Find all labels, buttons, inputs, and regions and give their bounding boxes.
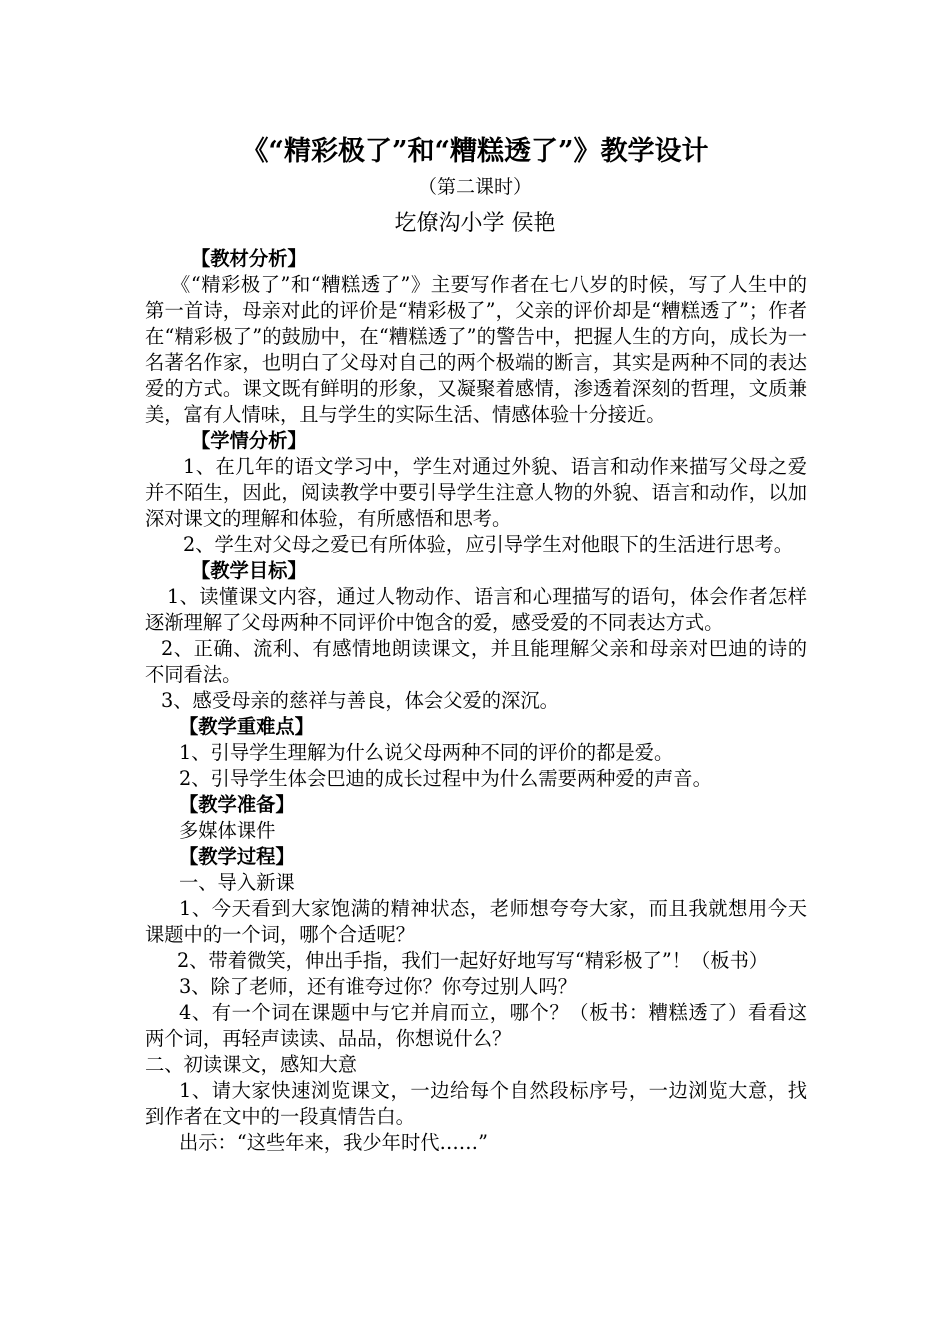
paragraph-key-1: 1、引导学生理解为什么说父母两种不同的评价的都是爱。	[179, 741, 674, 764]
paragraph-step-2-show: 出示：“这些年来，我少年时代……”	[179, 1131, 488, 1154]
paragraph-analysis: 《“精彩极了”和“糟糕透了”》主要写作者在七八岁的时候，写了人生中的第一首诗，母亲对此的评价是“精彩极了”，父亲的评价却是“糟糕透了”；作者在“精彩极了”的鼓励中，在“糟糕透了”的警告中，把握人生的方向，成长为一名著名作家，也明白了父母对自己的两个极端的断言，其实是两种不同的表达爱的方式。课文既有鲜明的形象，又凝聚着感情，渗透着深刻的哲理，文质兼美，富有人情味，且与学生的实际生活、情感体验十分接近。	[145, 273, 807, 426]
paragraph-step-1-1: 1、今天看到大家饱满的精神状态，老师想夸夸大家，而且我就想用今天课题中的一个词，哪个合适呢？	[145, 897, 807, 946]
paragraph-preparation: 多媒体课件	[179, 819, 276, 842]
step-1-title: 一、导入新课	[179, 871, 295, 894]
section-heading-learner: 【学情分析】	[191, 429, 307, 452]
lesson-subtitle: （第二课时）	[417, 176, 532, 198]
paragraph-goal-2: 2、正确、流利、有感情地朗读课文，并且能理解父亲和母亲对巴迪的诗的不同看法。	[145, 637, 807, 686]
paragraph-step-1-3: 3、除了老师，还有谁夸过你？你夸过别人吗？	[179, 975, 577, 998]
step-2-title: 二、初读课文，感知大意	[145, 1053, 358, 1076]
paragraph-learner-2: 2、学生对父母之爱已有所体验，应引导学生对他眼下的生活进行思考。	[183, 533, 793, 556]
paragraph-step-2-1: 1、请大家快速浏览课文，一边给每个自然段标序号，一边浏览大意，找到作者在文中的一段真情告白。	[145, 1079, 807, 1128]
paragraph-goal-3: 3、感受母亲的慈祥与善良，体会父爱的深沉。	[161, 689, 559, 712]
paragraph-step-1-2: 2、带着微笑，伸出手指，我们一起好好地写写“精彩极了”！（板书）	[177, 949, 769, 972]
paragraph-step-1-4: 4、有一个词在课题中与它并肩而立，哪个？（板书：糟糕透了）看看这两个词，再轻声读读、品品，你想说什么？	[145, 1001, 807, 1050]
section-heading-preparation: 【教学准备】	[179, 793, 295, 816]
section-heading-key-points: 【教学重难点】	[179, 715, 314, 738]
section-heading-analysis: 【教材分析】	[191, 247, 307, 270]
paragraph-goal-1: 1、读懂课文内容，通过人物动作、语言和心理描写的语句，体会作者怎样逐渐理解了父母两种不同评价中饱含的爱，感受爱的不同表达方式。	[145, 585, 807, 634]
paragraph-key-2: 2、引导学生体会巴迪的成长过程中为什么需要两种爱的声音。	[179, 767, 712, 790]
author-line: 圪僚沟小学 侯艳	[394, 211, 556, 236]
section-heading-process: 【教学过程】	[179, 845, 295, 868]
paragraph-learner-1: 1、在几年的语文学习中，学生对通过外貌、语言和动作来描写父母之爱并不陌生，因此，阅读教学中要引导学生注意人物的外貌、语言和动作，以加深对课文的理解和体验，有所感悟和思考。	[145, 455, 807, 530]
section-heading-goals: 【教学目标】	[191, 559, 307, 582]
document-body	[145, 246, 807, 1156]
document-title: 《“精彩极了”和“糟糕透了”》教学设计	[241, 136, 709, 167]
